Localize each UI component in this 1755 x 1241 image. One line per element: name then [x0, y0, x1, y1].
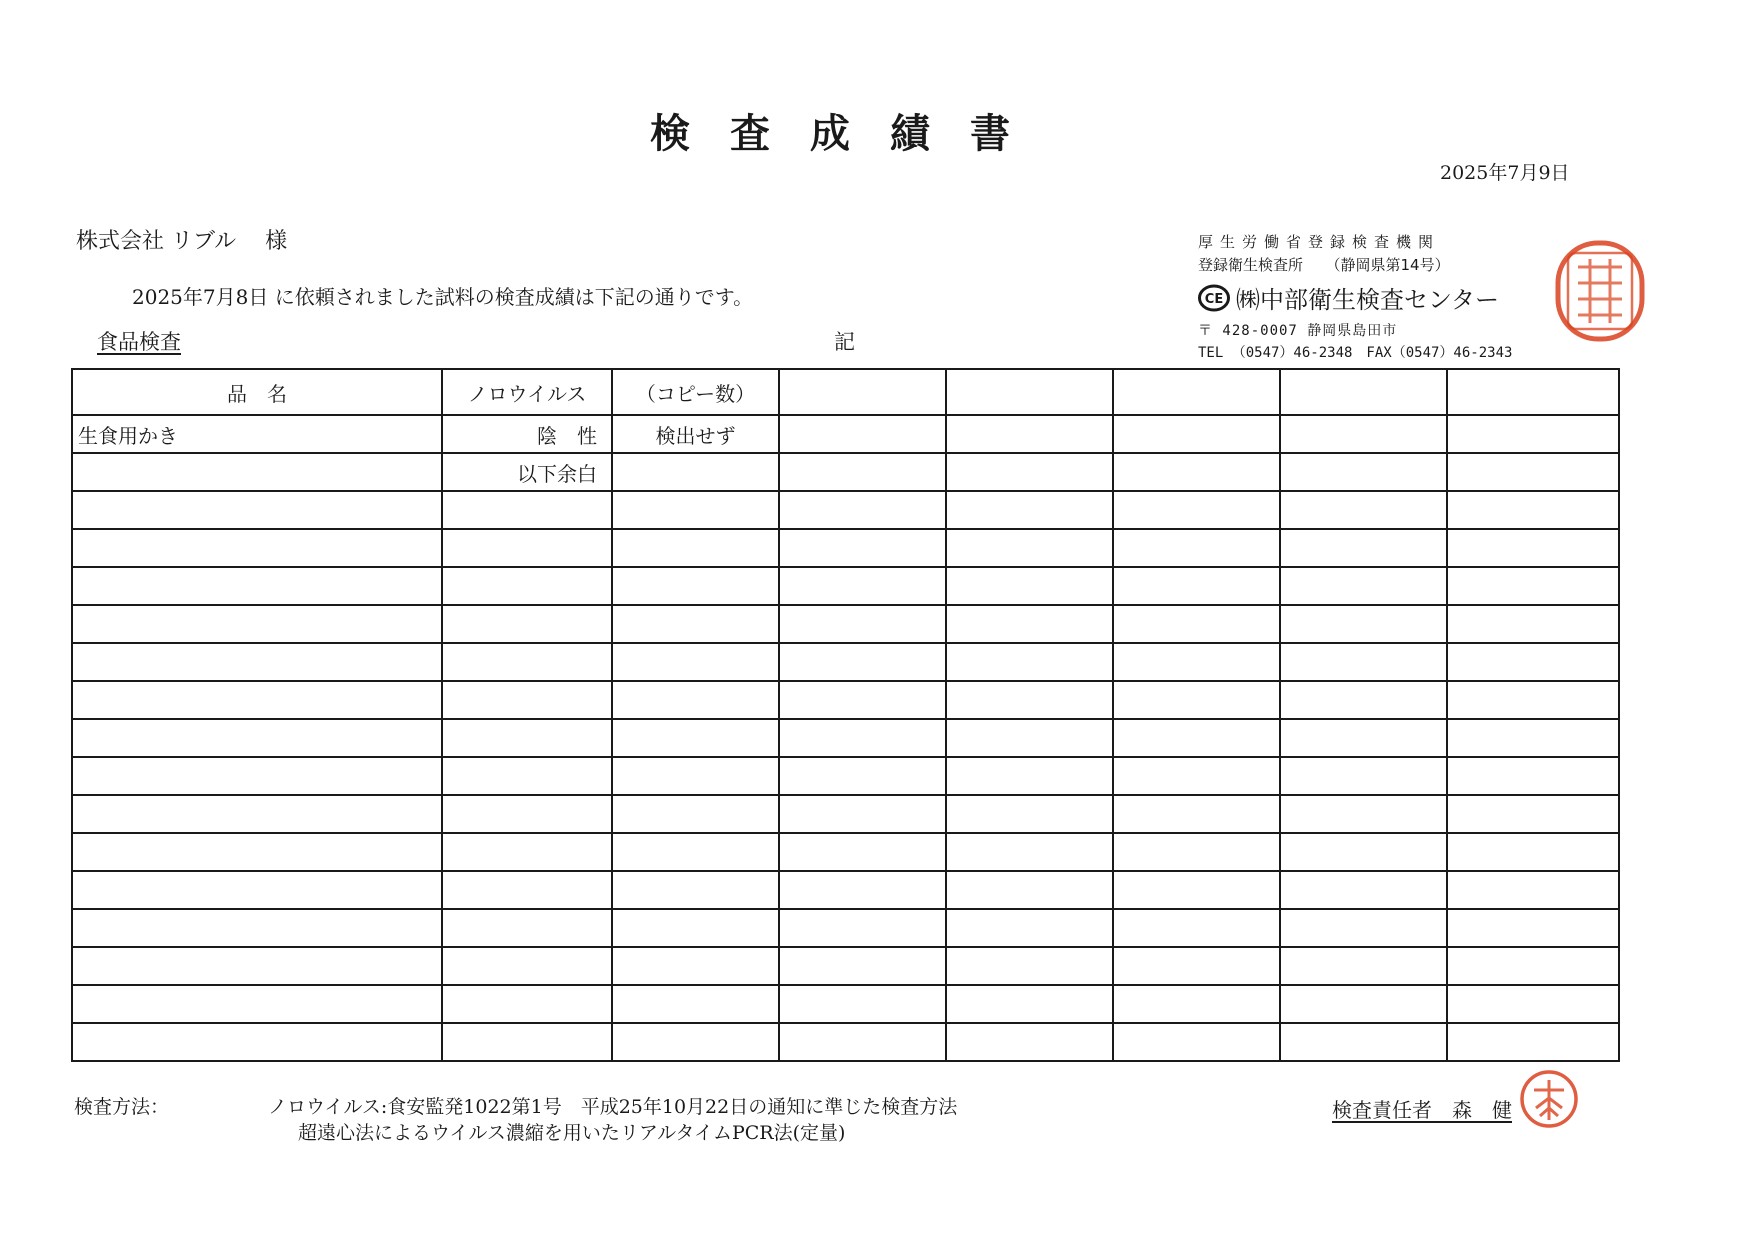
- table-cell: [442, 871, 612, 909]
- table-cell: [1447, 643, 1619, 681]
- table-cell: [1280, 757, 1447, 795]
- table-cell: [1447, 1023, 1619, 1061]
- table-cell: [72, 643, 442, 681]
- table-cell: [1280, 719, 1447, 757]
- table-cell: 陰 性: [442, 415, 612, 453]
- table-cell: [1113, 871, 1280, 909]
- table-row: [72, 567, 1619, 605]
- table-cell: [442, 719, 612, 757]
- table-cell: [442, 567, 612, 605]
- table-cell: [1113, 719, 1280, 757]
- table-cell: [1113, 491, 1280, 529]
- table-cell: [946, 681, 1113, 719]
- table-cell: [442, 757, 612, 795]
- header-empty: [1280, 369, 1447, 415]
- table-cell: [1113, 795, 1280, 833]
- lab-address: 〒 428-0007 静岡県島田市: [1198, 323, 1398, 339]
- results-table: [71, 368, 1620, 1062]
- table-cell: [1280, 415, 1447, 453]
- table-cell: [1280, 1023, 1447, 1061]
- lab-registration-number: 登録衛生検査所 （静岡県第14号）: [1198, 256, 1450, 274]
- table-row: [72, 947, 1619, 985]
- table-cell: [1113, 453, 1280, 491]
- table-cell: [946, 1023, 1113, 1061]
- table-cell: [1280, 795, 1447, 833]
- table-cell: 検出せず: [612, 415, 779, 453]
- table-cell: [1447, 529, 1619, 567]
- table-cell: [779, 491, 946, 529]
- table-cell: [946, 567, 1113, 605]
- table-row: [72, 833, 1619, 871]
- table-cell: [1280, 453, 1447, 491]
- table-cell: [1280, 985, 1447, 1023]
- table-cell: [612, 1023, 779, 1061]
- table-cell: [612, 681, 779, 719]
- table-cell: [779, 529, 946, 567]
- table-cell: [1113, 757, 1280, 795]
- table-cell: [1447, 415, 1619, 453]
- table-cell: [1113, 605, 1280, 643]
- table-row: [72, 795, 1619, 833]
- table-cell: 以下余白: [442, 453, 612, 491]
- table-cell: [612, 453, 779, 491]
- table-cell: [779, 833, 946, 871]
- table-cell: [442, 795, 612, 833]
- lab-phone-fax: TEL （0547）46-2348 FAX（0547）46-2343: [1198, 345, 1513, 361]
- table-cell: [72, 947, 442, 985]
- table-row: [72, 909, 1619, 947]
- table-cell: [946, 795, 1113, 833]
- table-cell: [1113, 833, 1280, 871]
- table-cell: [1280, 643, 1447, 681]
- method-description-1: ノロウイルス:食安監発1022第1号 平成25年10月22日の通知に準じた検査方法: [268, 1096, 958, 1118]
- table-cell: [1447, 757, 1619, 795]
- table-cell: [1447, 681, 1619, 719]
- table-cell: [1447, 453, 1619, 491]
- table-cell: [1280, 491, 1447, 529]
- table-cell: [946, 947, 1113, 985]
- table-cell: [946, 491, 1113, 529]
- inspector-name: 検査責任者 森 健: [1332, 1098, 1512, 1122]
- table-cell: [442, 491, 612, 529]
- table-cell: [946, 985, 1113, 1023]
- inspector-seal-stamp: [1518, 1068, 1580, 1130]
- table-header-row: [72, 369, 1619, 415]
- table-cell: [442, 1023, 612, 1061]
- intro-text: 2025年7月8日 に依頼されました試料の検査成績は下記の通りです。: [132, 285, 754, 309]
- header-norovirus: ノロウイルス: [442, 369, 612, 415]
- recipient-name: 株式会社 リブル 様: [76, 229, 288, 254]
- ce-logo-icon: [1198, 284, 1230, 312]
- table-cell: [779, 871, 946, 909]
- table-cell: [946, 605, 1113, 643]
- table-cell: [1447, 909, 1619, 947]
- table-cell: [72, 795, 442, 833]
- table-cell: [1447, 833, 1619, 871]
- table-cell: [946, 719, 1113, 757]
- table-cell: [1447, 491, 1619, 529]
- table-cell: [612, 795, 779, 833]
- table-cell: [72, 719, 442, 757]
- table-cell: [1113, 1023, 1280, 1061]
- table-cell: [72, 871, 442, 909]
- table-cell: [1447, 567, 1619, 605]
- table-cell: [1447, 985, 1619, 1023]
- table-cell: [612, 719, 779, 757]
- table-row: [72, 529, 1619, 567]
- table-cell: [1113, 985, 1280, 1023]
- table-cell: [1280, 681, 1447, 719]
- table-cell: [442, 909, 612, 947]
- table-cell: [612, 947, 779, 985]
- table-cell: [442, 529, 612, 567]
- table-cell: [72, 453, 442, 491]
- table-cell: [612, 833, 779, 871]
- table-cell: [946, 643, 1113, 681]
- table-row: [72, 415, 1619, 453]
- table-cell: [612, 567, 779, 605]
- table-cell: [72, 833, 442, 871]
- table-cell: [1280, 947, 1447, 985]
- table-row: [72, 491, 1619, 529]
- table-cell: [1113, 567, 1280, 605]
- table-cell: [72, 605, 442, 643]
- lab-seal-stamp: [1554, 239, 1646, 343]
- table-cell: [946, 529, 1113, 567]
- table-row: [72, 643, 1619, 681]
- table-cell: [1447, 947, 1619, 985]
- table-cell: [1280, 605, 1447, 643]
- table-cell: [946, 415, 1113, 453]
- table-row: [72, 719, 1619, 757]
- table-cell: [1447, 719, 1619, 757]
- table-cell: [72, 909, 442, 947]
- table-cell: [612, 985, 779, 1023]
- table-cell: [779, 1023, 946, 1061]
- table-cell: [779, 643, 946, 681]
- table-cell: [72, 1023, 442, 1061]
- table-cell: [1447, 871, 1619, 909]
- table-cell: [1113, 681, 1280, 719]
- table-cell: [612, 909, 779, 947]
- table-cell: [1280, 529, 1447, 567]
- table-cell: [946, 909, 1113, 947]
- table-cell: 生食用かき: [72, 415, 442, 453]
- table-cell: [442, 947, 612, 985]
- lab-name: ㈱中部衛生検査センター: [1236, 286, 1500, 314]
- table-row: [72, 453, 1619, 491]
- method-label: 検査方法：: [74, 1096, 170, 1118]
- table-cell: [442, 833, 612, 871]
- table-cell: [612, 757, 779, 795]
- table-cell: [612, 529, 779, 567]
- table-cell: [779, 605, 946, 643]
- table-cell: [779, 909, 946, 947]
- svg-text:CE: CE: [1204, 291, 1224, 307]
- issue-date: 2025年7月9日: [1440, 162, 1570, 184]
- table-cell: [779, 757, 946, 795]
- table-cell: [779, 719, 946, 757]
- table-cell: [72, 529, 442, 567]
- table-cell: [779, 947, 946, 985]
- table-cell: [1113, 415, 1280, 453]
- table-cell: [1280, 871, 1447, 909]
- table-row: [72, 757, 1619, 795]
- table-cell: [72, 985, 442, 1023]
- table-cell: [442, 681, 612, 719]
- table-row: [72, 681, 1619, 719]
- table-cell: [442, 605, 612, 643]
- table-cell: [1280, 567, 1447, 605]
- table-cell: [612, 871, 779, 909]
- table-cell: [946, 757, 1113, 795]
- table-cell: [946, 833, 1113, 871]
- table-cell: [72, 757, 442, 795]
- table-cell: [946, 453, 1113, 491]
- table-cell: [1280, 833, 1447, 871]
- header-empty: [1113, 369, 1280, 415]
- header-empty: [1447, 369, 1619, 415]
- table-row: [72, 605, 1619, 643]
- table-cell: [442, 643, 612, 681]
- table-cell: [1113, 947, 1280, 985]
- table-cell: [1113, 529, 1280, 567]
- table-cell: [72, 567, 442, 605]
- table-cell: [72, 681, 442, 719]
- table-cell: [612, 491, 779, 529]
- header-sample-name: 品 名: [72, 369, 442, 415]
- page-title: 検査成績書: [650, 111, 1050, 157]
- table-cell: [779, 415, 946, 453]
- table-cell: [612, 643, 779, 681]
- table-cell: [1113, 909, 1280, 947]
- header-empty: [779, 369, 946, 415]
- lab-registration-line: 厚生労働省登録検査機関: [1198, 233, 1441, 251]
- header-empty: [946, 369, 1113, 415]
- table-cell: [442, 985, 612, 1023]
- table-cell: [1113, 643, 1280, 681]
- table-cell: [779, 795, 946, 833]
- table-cell: [72, 491, 442, 529]
- table-cell: [1280, 909, 1447, 947]
- table-cell: [1447, 605, 1619, 643]
- table-cell: [779, 567, 946, 605]
- table-cell: [779, 453, 946, 491]
- table-row: [72, 985, 1619, 1023]
- table-cell: [1447, 795, 1619, 833]
- table-cell: [779, 681, 946, 719]
- table-cell: [779, 985, 946, 1023]
- table-row: [72, 871, 1619, 909]
- table-cell: [946, 871, 1113, 909]
- table-cell: [612, 605, 779, 643]
- table-row: [72, 1023, 1619, 1061]
- section-label: 食品検査: [97, 330, 181, 354]
- header-copy-count: （コピー数）: [612, 369, 779, 415]
- ki-label: 記: [834, 330, 855, 354]
- method-description-2: 超遠心法によるウイルス濃縮を用いたリアルタイムPCR法(定量): [298, 1122, 846, 1144]
